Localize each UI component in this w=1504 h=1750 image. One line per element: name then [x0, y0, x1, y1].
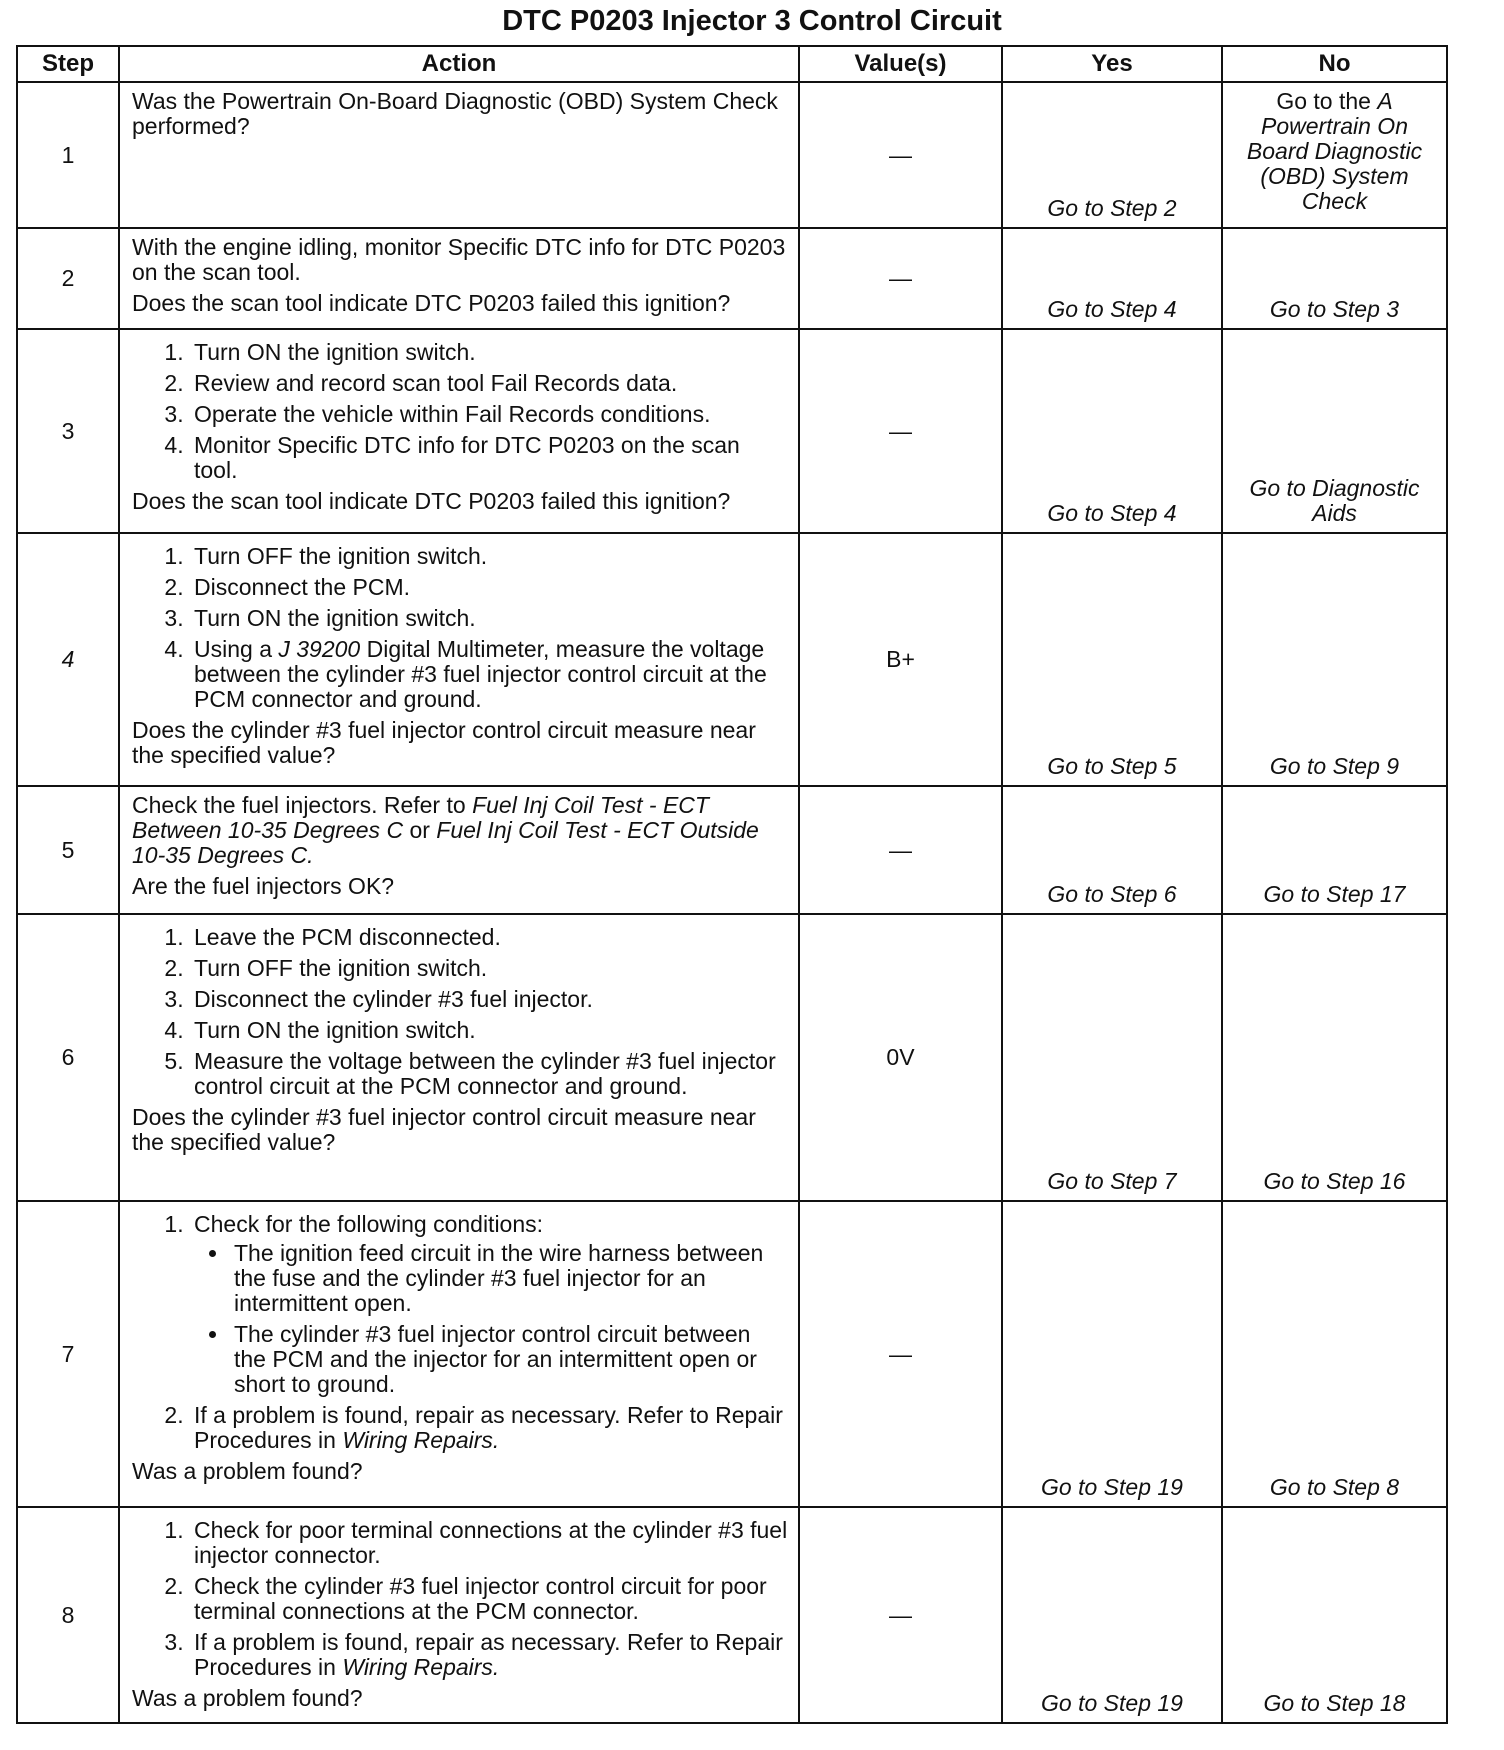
no-cell: Go to Step 17 — [1222, 786, 1447, 914]
document-title: DTC P0203 Injector 3 Control Circuit — [502, 5, 1002, 37]
step-number: 8 — [17, 1507, 119, 1723]
action-step: 4. Monitor Specific DTC info for DTC P0203 on the scan tool. — [190, 433, 788, 483]
no-cell: Go to Step 8 — [1222, 1201, 1447, 1507]
action-instruction: With the engine idling, monitor Specific DTC info for DTC P0203 on the scan tool. — [132, 234, 786, 285]
yes-cell: Go to Step 5 — [1002, 533, 1222, 786]
yes-cell: Go to Step 7 — [1002, 914, 1222, 1201]
table-row — [17, 914, 1447, 1201]
step-number: 4 — [17, 533, 119, 786]
value-cell: — — [799, 786, 1002, 914]
action-cell — [119, 1201, 799, 1507]
action-cell — [119, 82, 799, 228]
yes-cell: Go to Step 19 — [1002, 1201, 1222, 1507]
action-instruction — [132, 793, 788, 868]
step-text: Check for the following conditions: — [194, 1211, 544, 1237]
table-row — [17, 1507, 1447, 1723]
tool-reference: J 39200 — [278, 636, 361, 662]
action-step: 1. Leave the PCM disconnected. — [190, 925, 788, 950]
action-step: 2. Check the cylinder #3 fuel injector control circuit for poor terminal connections at the PCM connector. — [190, 1574, 788, 1624]
step-number: 2 — [17, 228, 119, 329]
no-cell: Go to Step 16 — [1222, 914, 1447, 1201]
action-cell — [119, 914, 799, 1201]
procedure-reference: Fuel Inj Coil Test - ECT Outside 10-35 Degrees C. — [132, 817, 759, 868]
action-step: 2. Turn OFF the ignition switch. — [190, 956, 788, 981]
header-action: Action — [119, 46, 799, 82]
action-step: 3. Turn ON the ignition switch. — [190, 606, 788, 631]
procedure-reference: Fuel Inj Coil Test - ECT Between 10-35 Degrees C — [132, 792, 709, 843]
header-value: Value(s) — [799, 46, 1002, 82]
step-number: 1 — [17, 82, 119, 228]
action-steps — [132, 1212, 788, 1453]
condition-item: • The cylinder #3 fuel injector control circuit between the PCM and the injector for an intermittent open or short to ground. — [230, 1322, 788, 1397]
action-step — [190, 1403, 788, 1453]
action-step: 2. Review and record scan tool Fail Records data. — [190, 371, 788, 396]
procedure-reference: Wiring Repairs. — [342, 1427, 500, 1453]
action-question: Does the scan tool indicate DTC P0203 failed this ignition? — [132, 488, 731, 514]
action-step — [190, 1630, 788, 1680]
no-cell: Go to Step 9 — [1222, 533, 1447, 786]
condition-list — [194, 1241, 788, 1397]
action-question: Was a problem found? — [132, 1685, 363, 1711]
no-cell: Go to Step 3 — [1222, 228, 1447, 329]
value-cell: B+ — [799, 533, 1002, 786]
action-question: Does the cylinder #3 fuel injector control circuit measure near the specified value? — [132, 717, 756, 768]
header-yes: Yes — [1002, 46, 1222, 82]
table-row — [17, 228, 1447, 329]
action-question: Was the Powertrain On-Board Diagnostic (OBD) System Check performed? — [132, 88, 778, 139]
action-question: Was a problem found? — [132, 1458, 363, 1484]
step-number: 3 — [17, 329, 119, 533]
action-step: 1. Turn OFF the ignition switch. — [190, 544, 788, 569]
yes-cell: Go to Step 4 — [1002, 228, 1222, 329]
step-text: If a problem is found, repair as necessary. Refer to Repair Procedures in — [194, 1402, 783, 1453]
header-step: Step — [17, 46, 119, 82]
action-step — [190, 637, 788, 712]
instruction-text: Check the fuel injectors. Refer to — [132, 792, 473, 818]
yes-cell: Go to Step 19 — [1002, 1507, 1222, 1723]
action-steps — [132, 925, 788, 1099]
condition-item: • The ignition feed circuit in the wire harness between the fuse and the cylinder #3 fuel injector for an intermittent open. — [230, 1241, 788, 1316]
action-cell — [119, 533, 799, 786]
yes-cell: Go to Step 4 — [1002, 329, 1222, 533]
table-row — [17, 786, 1447, 914]
value-cell: — — [799, 1507, 1002, 1723]
yes-cell: Go to Step 6 — [1002, 786, 1222, 914]
action-steps — [132, 544, 788, 712]
procedure-reference: Wiring Repairs. — [342, 1654, 500, 1680]
action-cell — [119, 228, 799, 329]
step-number: 7 — [17, 1201, 119, 1507]
step-number: 6 — [17, 914, 119, 1201]
action-step: 4. Turn ON the ignition switch. — [190, 1018, 788, 1043]
action-step: 1. Turn ON the ignition switch. — [190, 340, 788, 365]
no-reference: A Powertrain On Board Diagnostic (OBD) System Check — [1246, 88, 1423, 214]
action-step: 3. Disconnect the cylinder #3 fuel injector. — [190, 987, 788, 1012]
step-number: 5 — [17, 786, 119, 914]
action-step: 3. Operate the vehicle within Fail Records conditions. — [190, 402, 788, 427]
action-step: 2. Disconnect the PCM. — [190, 575, 788, 600]
step-text: If a problem is found, repair as necessary. Refer to Repair Procedures in — [194, 1629, 783, 1680]
action-question: Does the cylinder #3 fuel injector control circuit measure near the specified value? — [132, 1104, 756, 1155]
action-question: Does the scan tool indicate DTC P0203 failed this ignition? — [132, 290, 731, 316]
instruction-text: or — [403, 817, 437, 843]
action-steps — [132, 1518, 788, 1680]
header-row — [17, 46, 1447, 82]
action-step — [190, 1212, 788, 1397]
table-row — [17, 1201, 1447, 1507]
action-steps — [132, 340, 788, 483]
yes-cell: Go to Step 2 — [1002, 82, 1222, 228]
no-prefix: Go to the — [1276, 88, 1378, 114]
table-row — [17, 82, 1447, 228]
no-cell: Go to Diagnostic Aids — [1222, 329, 1447, 533]
action-step: 1. Check for poor terminal connections at the cylinder #3 fuel injector connector. — [190, 1518, 788, 1568]
value-cell: — — [799, 329, 1002, 533]
action-cell — [119, 786, 799, 914]
value-cell: — — [799, 82, 1002, 228]
no-cell: Go to Step 18 — [1222, 1507, 1447, 1723]
action-cell — [119, 329, 799, 533]
diagnostic-table — [16, 45, 1448, 1724]
action-cell — [119, 1507, 799, 1723]
step-text: Digital Multimeter, measure the voltage between the cylinder #3 fuel injector control circuit at the PCM connector and ground. — [194, 636, 767, 712]
no-cell — [1222, 82, 1447, 228]
step-text: Using a — [194, 636, 279, 662]
table-row — [17, 533, 1447, 786]
table-row — [17, 329, 1447, 533]
value-cell: — — [799, 1201, 1002, 1507]
action-question: Are the fuel injectors OK? — [132, 873, 395, 899]
value-cell: — — [799, 228, 1002, 329]
action-step: 5. Measure the voltage between the cylinder #3 fuel injector control circuit at the PCM connector and ground. — [190, 1049, 788, 1099]
value-cell: 0V — [799, 914, 1002, 1201]
header-no: No — [1222, 46, 1447, 82]
